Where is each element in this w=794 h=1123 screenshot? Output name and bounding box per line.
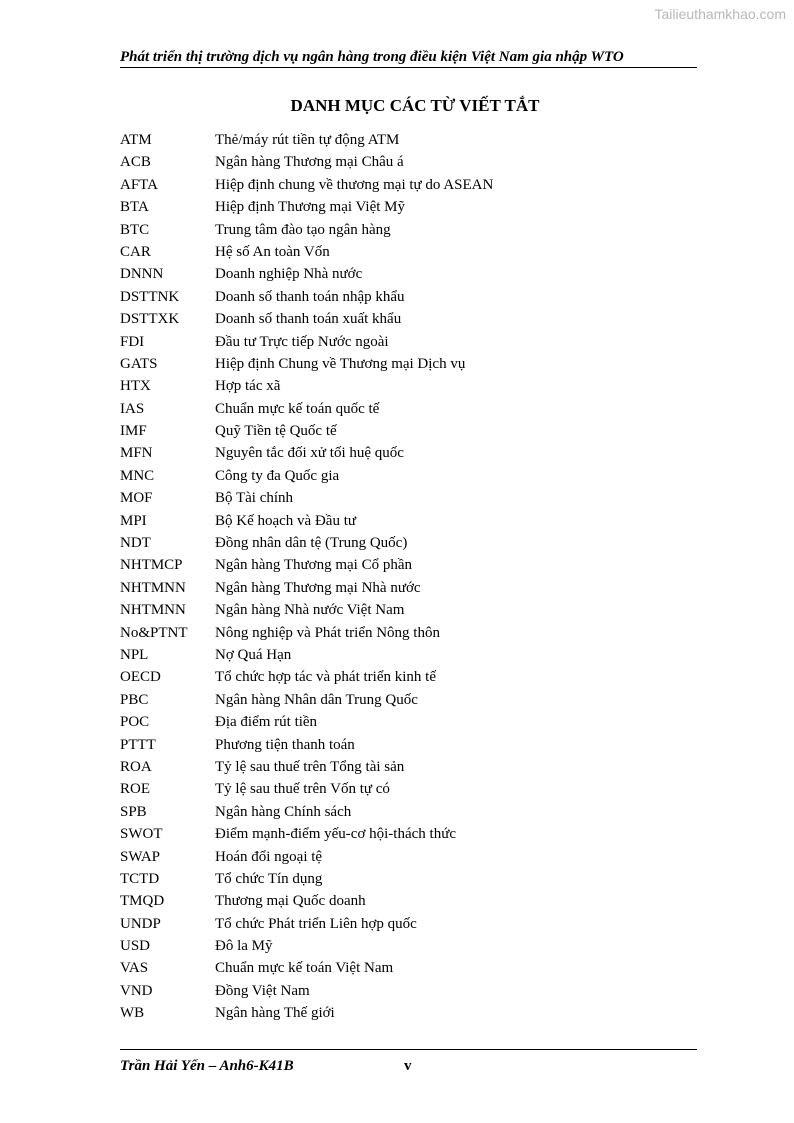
footer-author: Trần Hải Yến – Anh6-K41B <box>120 1058 294 1074</box>
abbreviation-code: ACB <box>120 154 151 171</box>
abbreviation-row <box>120 510 697 532</box>
abbreviation-row <box>120 756 697 778</box>
abbreviation-code: SWAP <box>120 848 161 865</box>
abbreviation-meaning: Ngân hàng Thương mại Châu á <box>215 154 404 171</box>
abbreviation-row <box>120 801 697 823</box>
abbreviation-code: BTA <box>120 199 149 216</box>
abbreviation-meaning: Ngân hàng Thương mại Cổ phần <box>215 557 413 574</box>
abbreviation-meaning: Đầu tư Trực tiếp Nước ngoài <box>215 333 389 350</box>
abbreviation-meaning: Hiệp định Thương mại Việt Mỹ <box>215 199 406 216</box>
abbreviation-row <box>120 263 697 285</box>
abbreviation-meaning: Nguyên tắc đối xử tối huệ quốc <box>215 445 404 462</box>
watermark: Tailieuthamkhao.com <box>654 6 786 22</box>
page-title: DANH MỤC CÁC TỪ VIẾT TẮT <box>290 96 540 115</box>
abbreviation-row <box>120 174 697 196</box>
abbreviation-meaning: Thương mại Quốc doanh <box>215 893 366 910</box>
abbreviation-code: TCTD <box>120 870 160 887</box>
abbreviation-meaning: Bộ Tài chính <box>215 490 294 507</box>
abbreviation-meaning: Bộ Kế hoạch và Đầu tư <box>215 512 357 529</box>
running-header: Phát triển thị trường dịch vụ ngân hàng trong điều kiện Việt Nam gia nhập WTO <box>120 49 624 65</box>
abbreviation-row <box>120 398 697 420</box>
abbreviation-row <box>120 129 697 151</box>
abbreviation-meaning: Quỹ Tiền tệ Quốc tế <box>215 423 337 440</box>
abbreviation-row <box>120 1002 697 1024</box>
abbreviation-code: IMF <box>120 423 147 440</box>
abbreviation-code: OECD <box>120 669 161 686</box>
abbreviation-row <box>120 711 697 733</box>
abbreviation-row <box>120 353 697 375</box>
abbreviation-meaning: Hợp tác xã <box>215 378 281 395</box>
abbreviation-meaning: Hệ số An toàn Vốn <box>215 243 330 260</box>
abbreviation-code: MFN <box>120 445 153 462</box>
abbreviation-meaning: Ngân hàng Chính sách <box>215 803 352 820</box>
abbreviation-code: BTC <box>120 221 150 238</box>
abbreviation-code: ATM <box>120 132 152 148</box>
abbreviation-row <box>120 890 697 912</box>
abbreviation-row <box>120 465 697 487</box>
abbreviation-row <box>120 442 697 464</box>
abbreviation-code: CAR <box>120 243 151 260</box>
abbreviation-row <box>120 599 697 621</box>
abbreviation-code: DSTTXK <box>120 311 180 328</box>
abbreviation-code: VND <box>120 982 153 999</box>
abbreviation-meaning: Điểm mạnh-điểm yếu-cơ hội-thách thức <box>215 826 456 843</box>
abbreviation-row <box>120 823 697 845</box>
abbreviation-meaning: Trung tâm đào tạo ngân hàng <box>215 221 391 238</box>
abbreviation-row <box>120 935 697 957</box>
abbreviation-row <box>120 913 697 935</box>
footer-rule <box>120 1049 697 1050</box>
abbreviation-meaning: Chuẩn mực kế toán quốc tế <box>215 400 380 417</box>
abbreviation-code: UNDP <box>120 915 161 932</box>
abbreviation-meaning: Chuẩn mực kế toán Việt Nam <box>215 960 394 977</box>
abbreviation-meaning: Phương tiện thanh toán <box>215 736 355 753</box>
abbreviation-row <box>120 420 697 442</box>
abbreviation-meaning: Hiệp định Chung về Thương mại Dịch vụ <box>215 355 466 372</box>
page-number: v <box>404 1058 412 1074</box>
abbreviation-meaning: Tổ chức hợp tác và phát triển kinh tế <box>215 669 436 686</box>
abbreviation-meaning: Công ty đa Quốc gia <box>215 467 340 484</box>
abbreviation-row <box>120 846 697 868</box>
abbreviation-list <box>120 129 697 1025</box>
header-rule <box>120 67 697 68</box>
abbreviation-row <box>120 734 697 756</box>
abbreviation-meaning: Tỷ lệ sau thuế trên Tổng tài sản <box>215 758 405 775</box>
abbreviation-row <box>120 532 697 554</box>
abbreviation-code: MNC <box>120 467 155 484</box>
abbreviation-code: NHTMCP <box>120 557 183 574</box>
abbreviation-code: GATS <box>120 355 158 372</box>
abbreviation-code: DSTTNK <box>120 288 180 305</box>
abbreviation-row <box>120 666 697 688</box>
abbreviation-meaning: Đô la Mỹ <box>215 938 273 955</box>
abbreviation-row <box>120 689 697 711</box>
abbreviation-meaning: Địa điểm rút tiền <box>215 714 318 731</box>
abbreviation-row <box>120 778 697 800</box>
abbreviation-meaning: Ngân hàng Thương mại Nhà nước <box>215 579 421 596</box>
abbreviation-row <box>120 331 697 353</box>
abbreviation-meaning: Doanh nghiệp Nhà nước <box>215 266 363 283</box>
abbreviation-code: POC <box>120 714 150 731</box>
abbreviation-code: NPL <box>120 646 149 663</box>
abbreviation-meaning: Hiệp định chung về thương mại tự do ASEAN <box>215 176 494 193</box>
abbreviation-meaning: Nợ Quá Hạn <box>215 646 292 663</box>
abbreviation-code: PBC <box>120 691 149 708</box>
abbreviation-code: NHTMNN <box>120 579 186 596</box>
abbreviation-meaning: Ngân hàng Nhân dân Trung Quốc <box>215 691 418 708</box>
abbreviation-code: IAS <box>120 400 145 417</box>
abbreviation-code: NHTMNN <box>120 602 186 619</box>
abbreviation-row <box>120 196 697 218</box>
abbreviation-code: ROE <box>120 781 150 798</box>
abbreviation-meaning: Doanh số thanh toán xuất khẩu <box>215 311 402 328</box>
abbreviation-code: SWOT <box>120 826 163 843</box>
abbreviation-row <box>120 286 697 308</box>
abbreviation-meaning: Hoán đổi ngoại tệ <box>215 848 323 865</box>
abbreviation-row <box>120 308 697 330</box>
abbreviation-code: NDT <box>120 535 151 552</box>
abbreviation-code: ROA <box>120 758 152 775</box>
abbreviation-row <box>120 487 697 509</box>
abbreviation-code: WB <box>120 1005 145 1022</box>
abbreviation-meaning: Tỷ lệ sau thuế trên Vốn tự có <box>215 781 390 798</box>
abbreviation-row <box>120 219 697 241</box>
abbreviation-row <box>120 554 697 576</box>
abbreviation-meaning: Thẻ/máy rút tiền tự động ATM <box>215 132 400 148</box>
abbreviation-meaning: Nông nghiệp và Phát triển Nông thôn <box>215 624 440 641</box>
abbreviation-row <box>120 375 697 397</box>
abbreviation-code: DNNN <box>120 266 164 283</box>
abbreviation-code: VAS <box>120 960 149 977</box>
abbreviation-code: TMQD <box>120 893 165 910</box>
abbreviation-code: SPB <box>120 803 147 820</box>
abbreviation-meaning: Tổ chức Tín dụng <box>215 870 323 887</box>
abbreviation-code: MOF <box>120 490 153 507</box>
abbreviation-meaning: Đồng Việt Nam <box>215 982 310 999</box>
abbreviation-row <box>120 241 697 263</box>
abbreviation-row <box>120 644 697 666</box>
abbreviation-meaning: Doanh số thanh toán nhập khẩu <box>215 288 405 305</box>
abbreviation-meaning: Ngân hàng Thế giới <box>215 1005 335 1022</box>
abbreviation-code: No&PTNT <box>120 624 188 641</box>
abbreviation-code: AFTA <box>120 176 158 193</box>
abbreviation-meaning: Tổ chức Phát triển Liên hợp quốc <box>215 915 417 932</box>
abbreviation-row <box>120 868 697 890</box>
abbreviation-code: HTX <box>120 378 151 395</box>
abbreviation-meaning: Đồng nhân dân tệ (Trung Quốc) <box>215 535 408 552</box>
abbreviation-meaning: Ngân hàng Nhà nước Việt Nam <box>215 602 405 619</box>
abbreviation-code: FDI <box>120 333 145 350</box>
abbreviation-row <box>120 957 697 979</box>
abbreviation-code: MPI <box>120 512 147 529</box>
abbreviation-row <box>120 622 697 644</box>
abbreviation-row <box>120 980 697 1002</box>
abbreviation-row <box>120 151 697 173</box>
abbreviation-code: PTTT <box>120 736 156 753</box>
abbreviation-row <box>120 577 697 599</box>
abbreviation-code: USD <box>120 938 151 955</box>
